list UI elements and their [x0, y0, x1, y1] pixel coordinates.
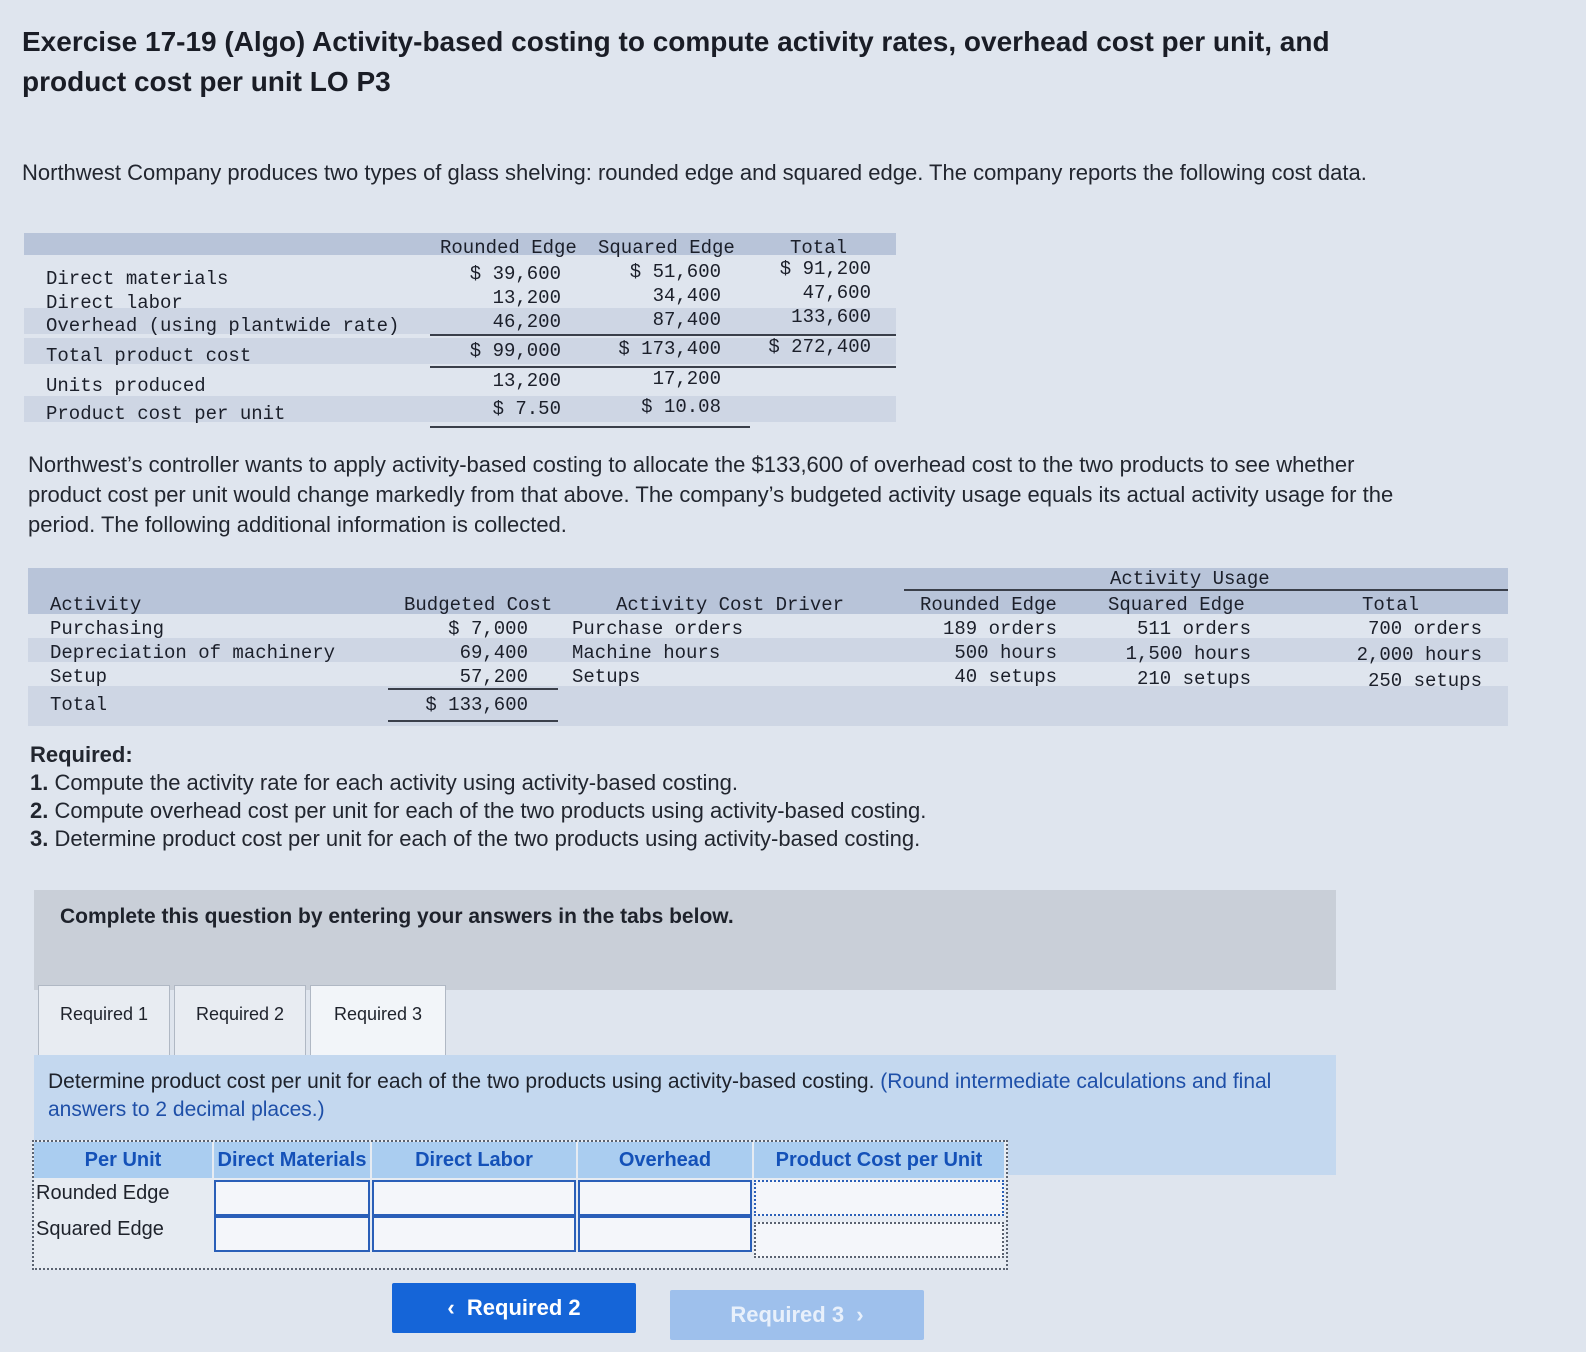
cell: 17,200 — [652, 368, 721, 390]
cell: 700 orders — [1367, 618, 1482, 640]
rounded-product-cost-input[interactable] — [754, 1180, 1004, 1216]
instruction-text: Complete this question by entering your answers in the tabs below. — [60, 905, 734, 928]
col-header-total: Total — [790, 237, 848, 259]
row-label: Depreciation of machinery — [50, 642, 336, 664]
grid-header-overhead: Overhead — [578, 1142, 752, 1178]
cell: $ 99,000 — [469, 340, 561, 362]
squared-overhead-input[interactable] — [578, 1216, 752, 1252]
row-label: Product cost per unit — [46, 403, 286, 425]
rounded-direct-labor-input[interactable] — [372, 1180, 576, 1216]
col-header-squared: Squared Edge — [598, 237, 735, 259]
cell: $ 51,600 — [629, 261, 721, 283]
col-header-squared: Squared Edge — [1108, 594, 1245, 616]
cell: 210 setups — [1136, 668, 1251, 690]
col-header-rounded: Rounded Edge — [920, 594, 1057, 616]
cell: 189 orders — [942, 618, 1057, 640]
rounding-note: (Round intermediate calculations and final answers to 2 decimal places.) — [48, 1070, 1272, 1121]
page-title: Exercise 17-19 (Algo) Activity-based costing to compute activity rates, overhead cost per unit, and product cost per unit LO P3 — [22, 26, 1330, 97]
cell: $ 7.50 — [492, 398, 561, 420]
cell: 34,400 — [652, 285, 721, 307]
cell: 2,000 hours — [1356, 644, 1482, 666]
prev-required-2-button[interactable]: ‹ Required 2 — [392, 1283, 636, 1333]
squared-product-cost-input[interactable] — [754, 1222, 1004, 1258]
cell: $ 39,600 — [469, 263, 561, 285]
cell: Machine hours — [572, 642, 721, 664]
rounded-direct-materials-input[interactable] — [214, 1180, 370, 1216]
row-label: Total — [50, 694, 108, 716]
grid-row-squared-edge: Squared Edge — [36, 1218, 164, 1240]
cell: 87,400 — [652, 309, 721, 331]
cell: 511 orders — [1136, 618, 1251, 640]
cell: 46,200 — [492, 311, 561, 333]
chevron-left-icon: ‹ — [447, 1295, 455, 1320]
required-item-2: 2. Compute overhead cost per unit for each of the two products using activity-based costing. — [30, 798, 927, 823]
cell: 133,600 — [791, 306, 871, 328]
cell: $ 272,400 — [768, 336, 871, 358]
grid-header-product-cost: Product Cost per Unit — [754, 1142, 1004, 1178]
col-header-driver: Activity Cost Driver — [616, 594, 845, 616]
col-header-activity: Activity — [50, 594, 142, 616]
rounded-overhead-input[interactable] — [578, 1180, 752, 1216]
middle-text: Northwest’s controller wants to apply activity-based costing to allocate the $133,600 of overhead cost to the two products to see whether product cost per unit would change markedly from that above. The company’s budgeted activity usage equals its actual activity usage for the period. The following additional information is collected. — [28, 452, 1394, 537]
next-required-3-button[interactable]: Required 3 › — [670, 1290, 924, 1340]
squared-direct-labor-input[interactable] — [372, 1216, 576, 1252]
cell: $ 91,200 — [779, 258, 871, 280]
tab-required-3[interactable]: Required 3 — [310, 985, 446, 1056]
tab-prompt: Determine product cost per unit for each of the two products using activity-based costing. (Round intermediate calculations and final answers to 2 decimal places.) — [48, 1070, 1272, 1121]
cell: $ 10.08 — [641, 396, 721, 418]
cell: Purchase orders — [572, 618, 744, 640]
tab-required-2[interactable]: Required 2 — [174, 985, 306, 1057]
cell: $ 7,000 — [448, 618, 528, 640]
cell: 250 setups — [1367, 670, 1482, 692]
grid-header-direct-materials: Direct Materials — [214, 1142, 370, 1178]
row-label: Setup — [50, 666, 108, 688]
grid-header-per-unit: Per Unit — [34, 1142, 212, 1178]
row-label: Purchasing — [50, 618, 165, 640]
cell: Setups — [572, 666, 641, 688]
row-label: Overhead (using plantwide rate) — [46, 315, 400, 337]
squared-direct-materials-input[interactable] — [214, 1216, 370, 1252]
cell: 40 setups — [954, 666, 1057, 688]
cell: $ 133,600 — [425, 694, 528, 716]
intro-text: Northwest Company produces two types of glass shelving: rounded edge and squared edge. The company reports the following cost data. — [22, 160, 1367, 185]
col-header-cost: Budgeted Cost — [404, 594, 553, 616]
grid-header-direct-labor: Direct Labor — [372, 1142, 576, 1178]
cell: 1,500 hours — [1125, 643, 1251, 665]
required-heading: Required: — [30, 742, 133, 767]
required-item-3: 3. Determine product cost per unit for each of the two products using activity-based costing. — [30, 826, 921, 851]
row-label: Direct materials — [46, 268, 229, 290]
row-label: Direct labor — [46, 292, 183, 314]
cell: $ 173,400 — [618, 338, 721, 360]
cell: 13,200 — [492, 287, 561, 309]
col-header-rounded: Rounded Edge — [440, 237, 577, 259]
required-item-1: 1. Compute the activity rate for each activity using activity-based costing. — [30, 770, 739, 795]
grid-row-rounded-edge: Rounded Edge — [36, 1182, 170, 1204]
row-label: Units produced — [46, 375, 206, 397]
row-label: Total product cost — [46, 345, 252, 367]
cell: 13,200 — [492, 370, 561, 392]
cell: 69,400 — [459, 642, 528, 664]
cell: 47,600 — [802, 282, 871, 304]
group-header: Activity Usage — [1110, 568, 1270, 590]
cell: 57,200 — [459, 666, 528, 688]
col-header-total: Total — [1362, 594, 1420, 616]
tab-required-1[interactable]: Required 1 — [38, 985, 170, 1057]
chevron-right-icon: › — [856, 1302, 864, 1327]
cell: 500 hours — [954, 642, 1057, 664]
